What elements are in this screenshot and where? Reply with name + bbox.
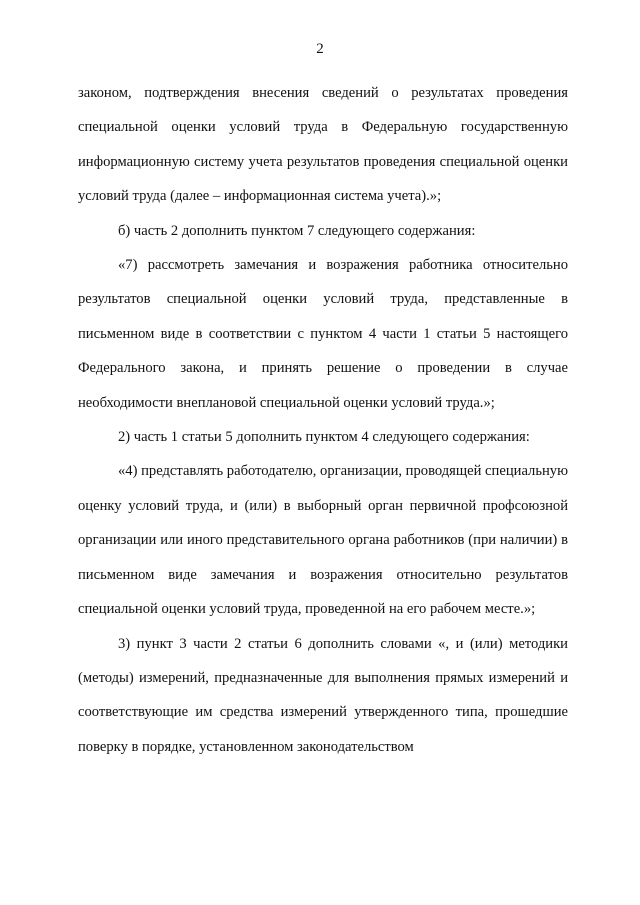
paragraph: «7) рассмотреть замечания и возражения работника относительно результатов специальной оценки условий труда, представленные в письменном виде в соответствии с пунктом 4 части 1 статьи 5 настоящего Федерального закона, и принять решение о проведении в случае необходимости внеплановой специальной оценки условий труда.»; bbox=[78, 257, 568, 411]
paragraph: б) часть 2 дополнить пунктом 7 следующего содержания: bbox=[118, 222, 476, 239]
page-number: 2 bbox=[316, 41, 324, 57]
document-body bbox=[78, 76, 568, 764]
paragraph: «4) представлять работодателю, организации, проводящей специальную оценку условий труда, и (или) в выборный орган первичной профсоюзной организации или иного представительного органа работников (при наличии) в письменном виде замечания и возражения относительно результатов специальной оценки условий труда, проведенной на его рабочем месте.»; bbox=[78, 463, 568, 618]
paragraph: 3) пункт 3 части 2 статьи 6 дополнить словами «, и (или) методики (методы) измерений, предназначенные для выполнения прямых измерений и соответствующие им средства измерений утвержденного типа, прошедшие поверку в порядке, установленном законодательством bbox=[78, 635, 568, 755]
paragraph: законом, подтверждения внесения сведений о результатах проведения специальной оценки условий труда в Федеральную государственную информационную систему учета результатов проведения специальной оценки условий труда (далее – информационная система учета).»; bbox=[78, 85, 568, 205]
paragraph: 2) часть 1 статьи 5 дополнить пунктом 4 следующего содержания: bbox=[118, 429, 530, 446]
